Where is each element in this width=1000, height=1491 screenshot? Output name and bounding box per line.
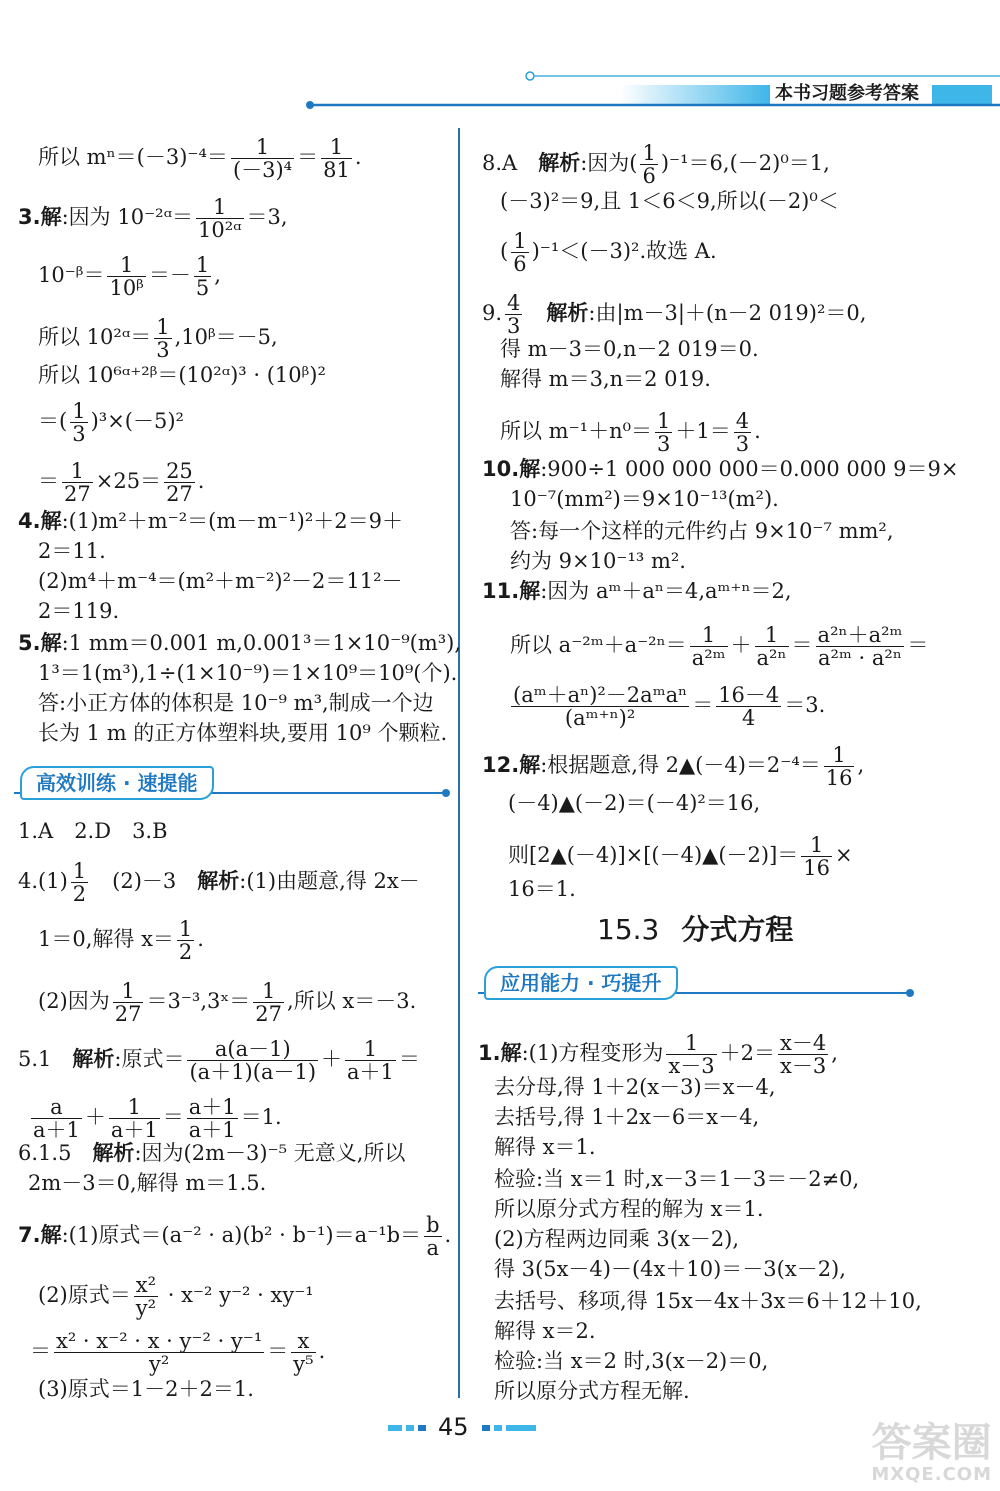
answer-line: 所以 10²ᵅ＝ $\frac{1}{3}$ ,10ᵝ＝－5,: [38, 315, 278, 362]
section-banner-applied-ability: 应用能力 · 巧提升: [478, 966, 910, 1000]
answer-line: 7.解:(1)原式＝(a⁻² · a)(b² · b⁻¹)＝a⁻¹b＝ $\frac{b}{a}$ .: [18, 1213, 452, 1260]
answer-line: (－3)²＝9,且 1＜6＜9,所以(－2)⁰＜: [500, 189, 839, 213]
answer-line: 检验:当 x＝1 时,x－3＝1－3＝－2≠0,: [494, 1167, 860, 1191]
answer-line: 所以原分式方程的解为 x＝1.: [494, 1197, 764, 1221]
answer-line: 5.1 解析:原式＝ $\frac{a(a-1)}{(a+1)(a-1)}$ ＋ $\frac{1}{a+1}$ ＝: [18, 1037, 420, 1084]
answer-line: ( $\frac{1}{6}$ )⁻¹＜(－3)².故选 A.: [500, 229, 717, 276]
answer-line: 得 m－3＝0,n－2 019＝0.: [500, 337, 759, 361]
answer-line: 去括号、移项,得 15x－4x＋3x＝6＋12＋10,: [494, 1289, 922, 1313]
watermark: [871, 1421, 992, 1485]
answer-line: ＝( $\frac{1}{3}$ )³×(－5)²: [38, 399, 184, 446]
answer-line: 12.解:根据题意,得 2▲(－4)＝2⁻⁴＝ $\frac{1}{16}$ ,: [482, 743, 865, 790]
answer-line: 10.解:900÷1 000 000 000＝0.000 000 9＝9×: [482, 457, 959, 481]
answer-line: ＝ $\frac{1}{27}$ ×25＝ $\frac{25}{27}$ .: [38, 459, 205, 506]
answer-line: (2)方程两边同乘 3(x－2),: [494, 1227, 740, 1251]
answer-line: 解得 x＝1.: [494, 1135, 596, 1159]
answer-line: 解得 x＝2.: [494, 1319, 596, 1343]
answer-line: 11.解:因为 aᵐ＋aⁿ＝4,aᵐ⁺ⁿ＝2,: [482, 579, 792, 603]
page-number: 45: [438, 1413, 469, 1441]
answer-line: 3.解:因为 10⁻²ᵅ＝ $\frac{1}{\text{10²ᵅ}}$ ＝3,: [18, 195, 288, 242]
answer-line: 答:小正方体的体积是 10⁻⁹ m³,制成一个边: [38, 691, 434, 715]
answer-line: 6.1.5 解析:因为(2m－3)⁻⁵ 无意义,所以: [18, 1141, 406, 1165]
answer-line: $\frac{a}{a+1}$ ＋ $\frac{1}{a+1}$ ＝ $\frac{a+1}{a+1}$ ＝1.: [33, 1095, 282, 1142]
answer-line: 1³＝1(m³),1÷(1×10⁻⁹)＝1×10⁹＝10⁹(个).: [38, 661, 458, 685]
answer-line: 4.解:(1)m²＋m⁻²＝(m－m⁻¹)²＋2＝9＋: [18, 509, 404, 533]
page-header: [0, 68, 1000, 118]
answer-line: 解得 m＝3,n＝2 019.: [500, 367, 711, 391]
answer-line: 约为 9×10⁻¹³ m².: [510, 549, 686, 573]
answer-line: $\frac{\text{(aᵐ＋aⁿ)²－2aᵐaⁿ}}{\text{(aᵐ⁺ⁿ)²}}$ ＝ $\frac{16-4}{4}$ ＝3.: [513, 683, 826, 730]
answer-line: 所以原分式方程无解.: [494, 1379, 690, 1403]
watermark-logo: 答案圈: [871, 1420, 992, 1466]
answer-line: 10⁻ᵝ＝ $\frac{1}{\text{10ᵝ}}$ ＝－ $\frac{1}{5}$ ,: [38, 253, 221, 300]
answer-line: 2＝11.: [38, 539, 106, 563]
answer-line: 5.解:1 mm＝0.001 m,0.001³＝1×10⁻⁹(m³),: [18, 631, 462, 655]
answer-line: 答:每一个这样的元件约占 9×10⁻⁷ mm²,: [510, 519, 894, 543]
answer-line: 检验:当 x＝2 时,3(x－2)＝0,: [494, 1349, 769, 1373]
answer-line: 2m－3＝0,解得 m＝1.5.: [28, 1171, 267, 1195]
page-footer: [0, 1412, 1000, 1442]
footer-decoration: [0, 1412, 1000, 1442]
answer-line: (2)因为 $\frac{1}{27}$ ＝3⁻³,3ˣ＝ $\frac{1}{27}$ ,所以 x＝－3.: [38, 979, 417, 1026]
answer-line: 1.解:(1)方程变形为 $\frac{1}{x-3}$ ＋2＝ $\frac{x-4}{x-3}$ ,: [478, 1031, 838, 1078]
answer-line: 所以 m⁻¹＋n⁰＝ $\frac{1}{3}$ ＋1＝ $\frac{4}{3}$ .: [500, 409, 761, 456]
column-divider: [458, 128, 460, 1398]
answer-line: (2)m⁴＋m⁻⁴＝(m²＋m⁻²)²－2＝11²－: [38, 569, 403, 593]
answer-line: 所以 mⁿ＝(－3)⁻⁴＝ $\frac{1}{\text{(－3)⁴}}$ ＝ $\frac{1}{81}$ .: [38, 135, 362, 182]
answer-line: 9. $\frac{4}{3}$ 解析:由|m－3|＋(n－2 019)²＝0,: [482, 291, 867, 338]
header-title: 本书习题参考答案: [775, 83, 919, 104]
answer-line: 10⁻⁷(mm²)＝9×10⁻¹³(m²).: [510, 487, 779, 511]
answer-line: (3)原式＝1－2＋2＝1.: [38, 1377, 254, 1401]
answer-line: 所以 10⁶ᵅ⁺²ᵝ＝(10²ᵅ)³ · (10ᵝ)²: [38, 363, 326, 387]
answer-line: 2＝119.: [38, 599, 120, 623]
watermark-url: MXQE.COM: [871, 1464, 992, 1485]
answer-line: 长为 1 m 的正方体塑料块,要用 10⁹ 个颗粒.: [38, 721, 448, 745]
answer-line: 则[2▲(－4)]×[(－4)▲(－2)]＝ $\frac{1}{16}$ ×: [508, 833, 853, 880]
section-title: 15.3 分式方程: [597, 913, 794, 946]
answer-line: ＝ $\frac{\text{x² · x⁻² · x · y⁻² · y⁻¹}}{\text{y²}}$ ＝ $\frac{x}{\text{y⁵}}$ .: [30, 1329, 326, 1376]
answer-line: 所以 a⁻²ᵐ＋a⁻²ⁿ＝ $\frac{1}{\text{a²ᵐ}}$ ＋ $\frac{1}{\text{a²ⁿ}}$ ＝ $\frac{\text{a²ⁿ＋a²ᵐ}}{\text{a²ᵐ · a²ⁿ}}$ ＝: [510, 623, 929, 670]
section-banner-efficient-training: 高效训练 · 速提能: [14, 766, 446, 800]
answer-line: 得 3(5x－4)－(4x＋10)＝－3(x－2),: [494, 1257, 846, 1281]
answer-line: (2)原式＝ $\frac{\text{x²}}{\text{y²}}$ · x⁻² y⁻² · xy⁻¹: [38, 1273, 314, 1320]
answer-line: 16＝1.: [508, 877, 576, 901]
answer-line: (－4)▲(－2)＝(－4)²＝16,: [508, 791, 761, 815]
answer-line: 1＝0,解得 x＝ $\frac{1}{2}$ .: [38, 917, 204, 964]
answer-line: 1.A 2.D 3.B: [18, 819, 168, 843]
answer-line: 去括号,得 1＋2x－6＝x－4,: [494, 1105, 760, 1129]
answer-line: 去分母,得 1＋2(x－3)＝x－4,: [494, 1075, 776, 1099]
answer-line: 4.(1) $\frac{1}{2}$ (2)－3 解析:(1)由题意,得 2x－: [18, 859, 420, 906]
answer-line: 8.A 解析:因为( $\frac{1}{6}$ )⁻¹＝6,(－2)⁰＝1,: [482, 141, 830, 188]
